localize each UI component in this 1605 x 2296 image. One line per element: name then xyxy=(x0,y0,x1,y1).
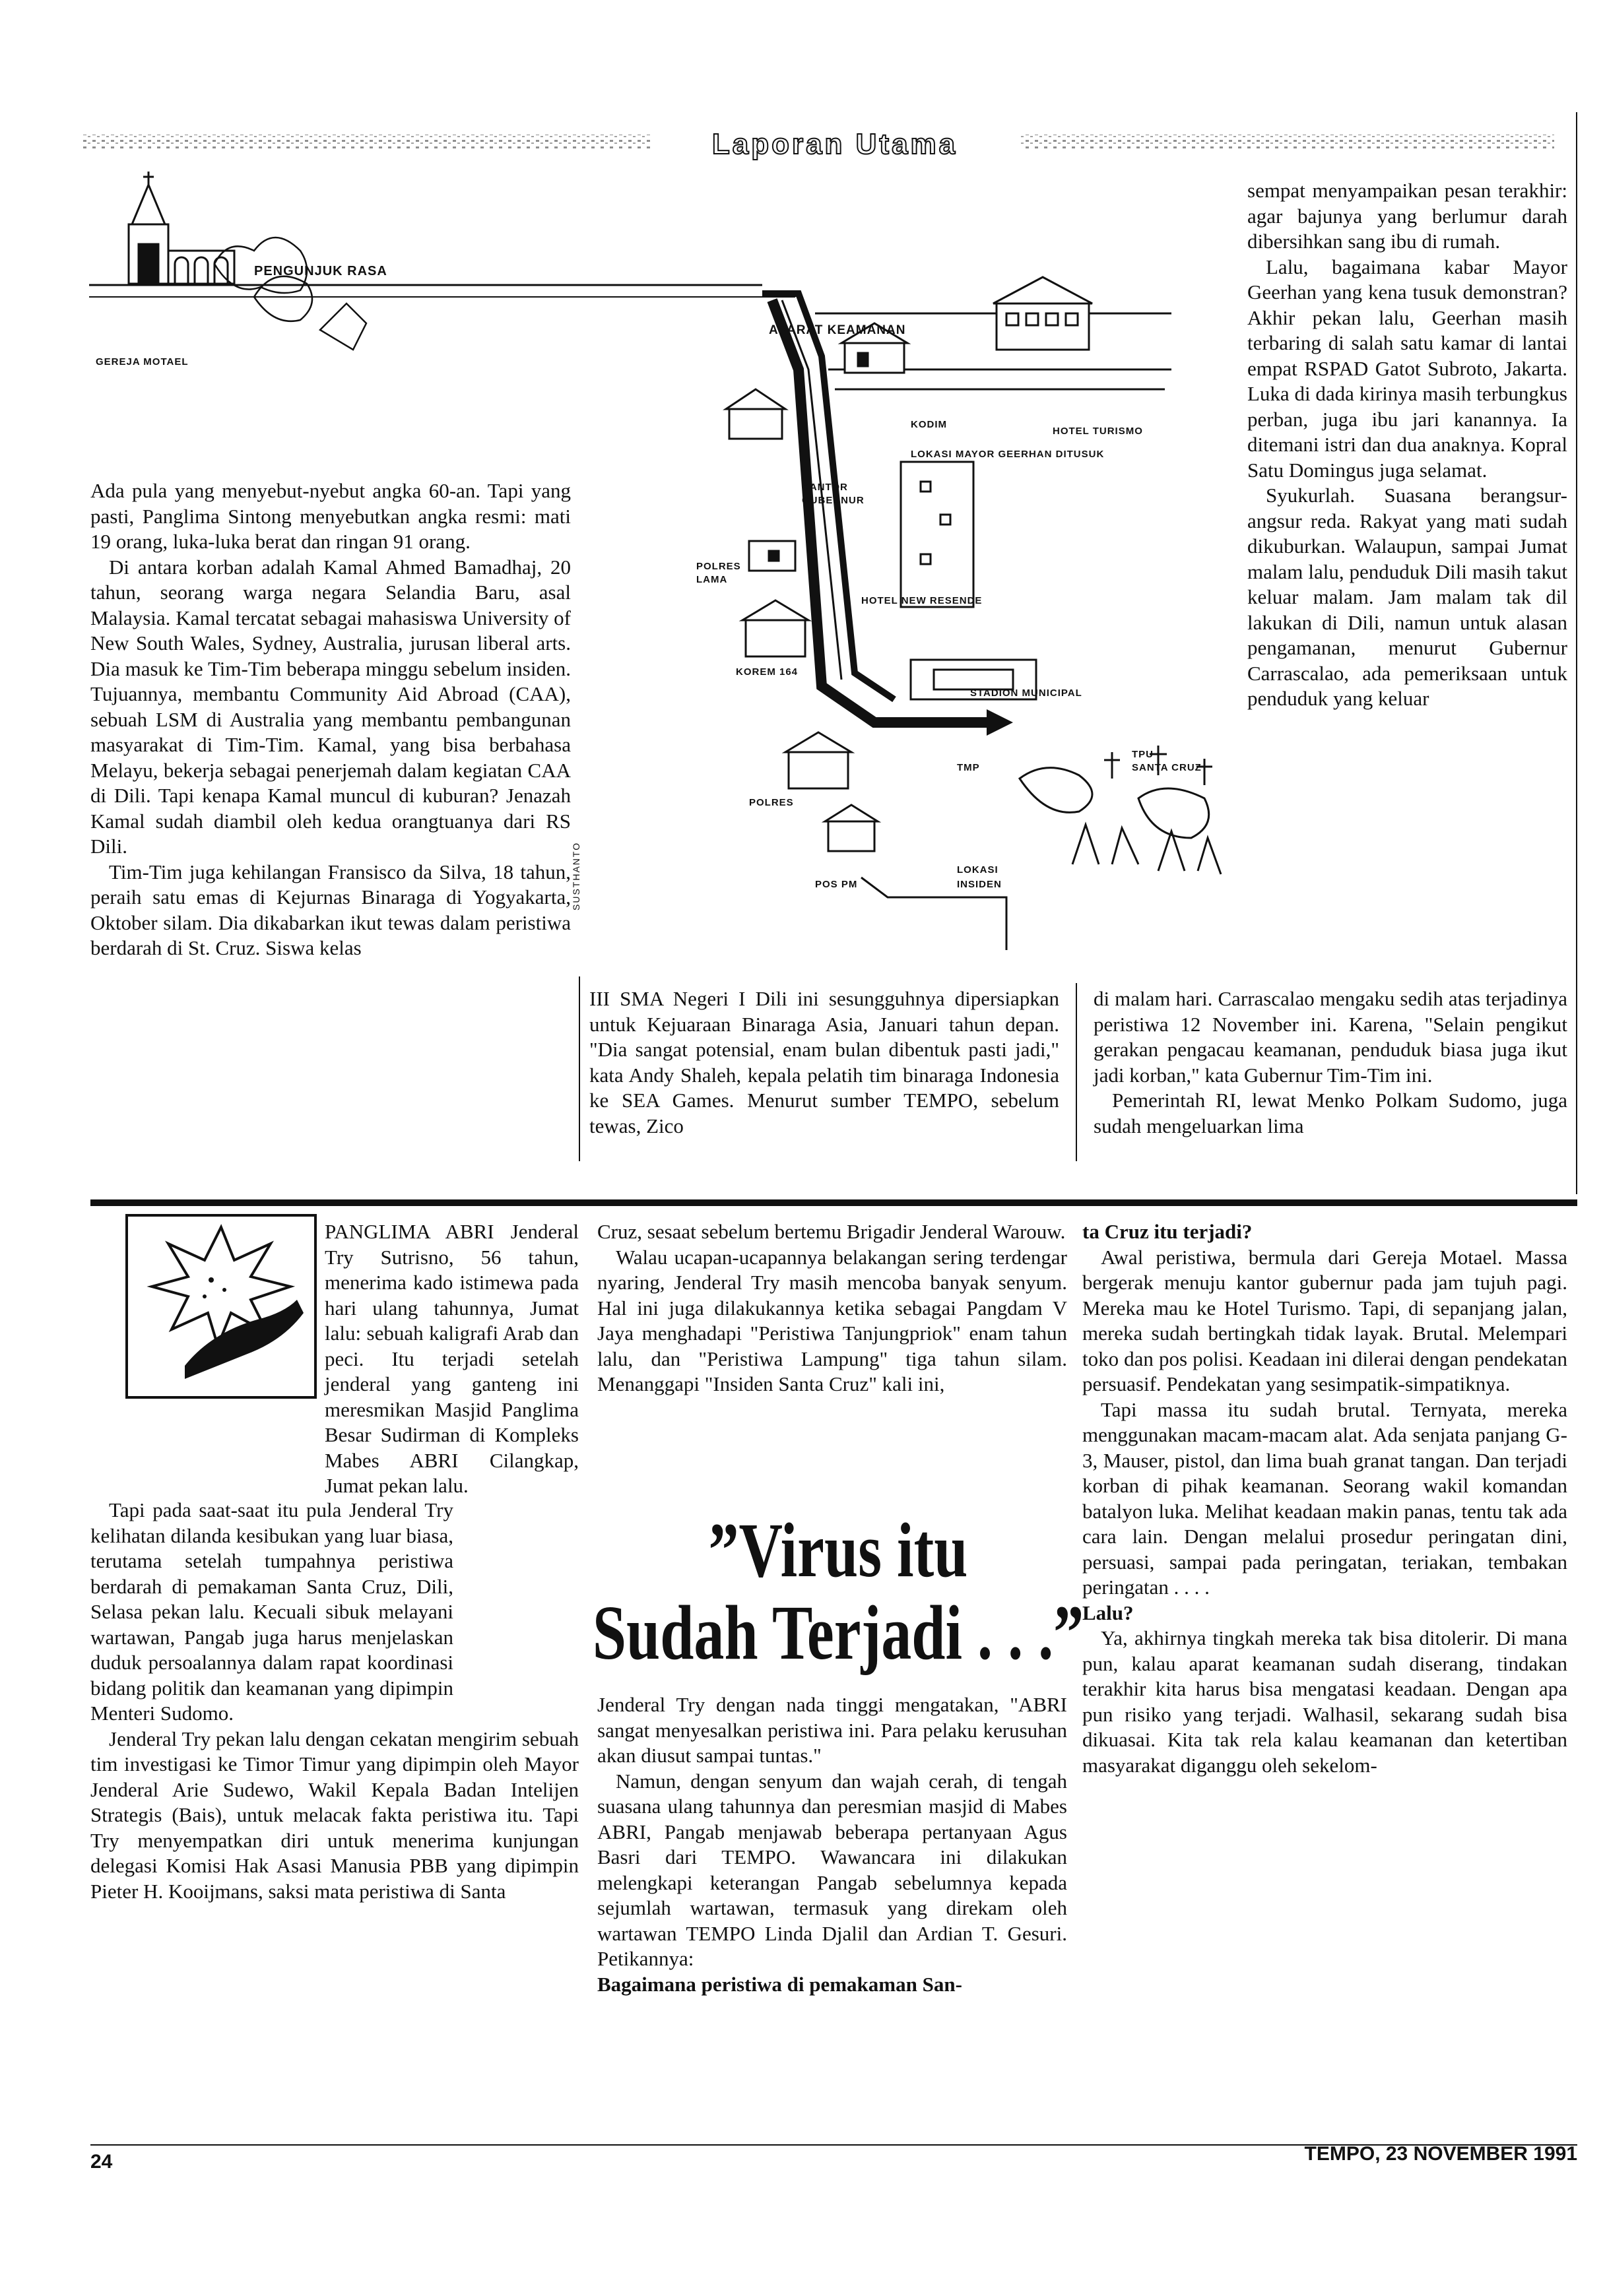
label-insiden: INSIDEN xyxy=(957,879,1002,890)
label-gubernur: GUBERNUR xyxy=(802,495,865,506)
headline-line-1: ”Virus itu xyxy=(708,1507,968,1593)
polres-lama-icon xyxy=(749,541,795,571)
label-aparat-keamanan: APARAT KEAMANAN xyxy=(769,323,906,337)
paragraph: Syukurlah. Suasana berangsur-angsur reda. Rakyat yang mati sudah dikuburkan. Walaupun, sampai Jumat malam lalu, penduduk Dili masih takut keluar malam. Jam malam tak dil lakukan di Dili, namun untuk alasan pengamanan, menurut Gubernur Carrascalao, ada pemeriksaan untuk penduduk yang keluar xyxy=(1247,484,1567,710)
polres-icon xyxy=(785,732,851,788)
headline xyxy=(515,1507,1162,1676)
korem-icon xyxy=(742,600,808,656)
kantor-gubernur-icon xyxy=(726,389,785,439)
label-pospm: POS PM xyxy=(815,879,858,890)
paragraph: Jenderal Try pekan lalu dengan cekatan mengirim sebuah tim investigasi ke Timor Timur yang dipimpin oleh Mayor Jenderal Arie Sudewo, Wakil Kepala Badan Intelijen Strategis (Bais), untuk melacak fakta peristiwa itu. Tapi Try menyempatkan diri untuk menerima kunjungan delegasi Komisi Hak Asasi Manusia PBB yang dipimpin Pieter H. Kooijmans, saksi mata peristiwa di Santa xyxy=(90,1727,579,1903)
label-santa-cruz: SANTA CRUZ xyxy=(1132,762,1202,773)
map-credit: SUSTHANTO xyxy=(571,841,581,910)
paragraph: Tapi pada saat-saat itu pula Jenderal Try kelihatan dilanda kesibukan yang luar biasa, terutama setelah tumpahnya peristiwa berdarah di pemakaman Santa Cruz, Dili, Selasa pekan lalu. Kecuali sibuk melayani wartawan, Pangab juga harus menjelaskan duduk persoalannya dalam rapat koordinasi bidang politik dan keamanan yang dipimpin Menteri Sudomo. xyxy=(90,1498,453,1725)
column-rule xyxy=(579,976,580,1161)
pospm-icon xyxy=(825,805,878,851)
section-header xyxy=(82,125,1554,160)
label-polres-lama-1: POLRES xyxy=(696,561,741,572)
paragraph: III SMA Negeri I Dili ini sesungguhnya dipersiapkan untuk Kejuaraan Binaraga Asia, Januari tahun depan. "Dia sangat potensial, enam bulan dibentuk pasti jadi," kata Andy Shaleh, kepala pelatih tim binaraga Indonesia ke SEA Games. Menurut sumber TEMPO, sebelum tewas, Zico xyxy=(589,987,1059,1137)
section-divider xyxy=(90,1199,1577,1206)
column-rule xyxy=(1076,983,1077,1161)
top-right-column-upper xyxy=(1247,178,1567,712)
hotel-turismo-icon xyxy=(993,277,1092,350)
label-korem: KOREM 164 xyxy=(736,666,799,678)
label-kodim: KODIM xyxy=(911,419,947,430)
hotel-resende-icon xyxy=(901,462,973,607)
paragraph: Ada pula yang menyebut-nyebut angka 60-an. Tapi yang pasti, Panglima Sintong menyebutkan angka resmi: mati 19 orang, luka-luka berat dan ringan 91 orang. xyxy=(90,479,571,553)
paragraph: di malam hari. Carrascalao mengaku sedih atas terjadinya peristiwa 12 November ini. Karena, "Selain pengikut gerakan pengacau keamanan, penduduk biasa juga ikut jadi korban," kata Gubernur Tim-Tim ini. xyxy=(1094,987,1567,1087)
section-title: Laporan Utama xyxy=(711,128,958,160)
question: Lalu? xyxy=(1082,1601,1134,1624)
label-pengunjuk-rasa: PENGUNJUK RASA xyxy=(254,264,387,278)
label-hotel-new-resende: HOTEL NEW RESENDE xyxy=(861,595,983,606)
label-lokasi: LOKASI xyxy=(957,864,999,876)
top-right-column-lower xyxy=(1094,986,1567,1139)
paragraph: Tapi massa itu sudah brutal. Ternyata, mereka menggunakan macam-macam alat. Ada senjata panjang G-3, Mauser, pistol, dan lima buah granat tangan. Dan terjadi korban di pihak keamanan. Seorang wakil komandan batalyon luka. Melihat keadaan makin panas, tentu tak ada cara lain. Dengan melalui prosedur peringatan dini, persuasi, sampai pada peringatan, teriakan, tembakan peringatan . . . . xyxy=(1082,1397,1567,1599)
paragraph: Pemerintah RI, lewat Menko Polkam Sudomo, juga sudah mengeluarkan lima xyxy=(1094,1089,1567,1137)
label-tpu: TPU xyxy=(1132,749,1154,760)
label-polres: POLRES xyxy=(749,797,794,808)
graveyard-icon xyxy=(1020,746,1212,838)
label-lokasi-mayor: LOKASI MAYOR GEERHAN DITUSUK xyxy=(911,449,1105,460)
page-number: 24 xyxy=(90,2151,113,2173)
top-mid-column xyxy=(589,986,1059,1139)
question: Bagaimana peristiwa di pemakaman San- xyxy=(597,1972,962,1996)
paragraph: Lalu, bagaimana kabar Mayor Geerhan yang kena tusuk demonstran? Akhir pekan lalu, Geerhan masih terbaring di salah satu kamar di lantai empat RSPAD Gatot Subroto, Jakarta. Luka di dada kirinya masih terbungkus perban, juga ibu jari kanannya. Ia ditemani istri dan dua anaknya. Kopral Satu Domingus juga selamat. xyxy=(1247,255,1567,482)
box-column-2-lower xyxy=(597,1692,1067,1997)
paragraph: Awal peristiwa, bermula dari Gereja Motael. Massa bergerak menuju kantor gubernur pada jam tujuh pagi. Mereka mau ke Hotel Turismo. Tapi, di sepanjang jalan, mereka sudah bertingkah tidak layak. Brutal. Melempari toko dan pos polisi. Keadaan ini dilerai dengan pendekatan persuasif. Pendekatan yang sesimpatik-simpatiknya. xyxy=(1082,1245,1567,1395)
paragraph: Di antara korban adalah Kamal Ahmed Bamadhaj, 20 tahun, seorang warga negara Selandia Baru, asal Malaysia. Kamal tercatat sebagai mahasiswa University of New South Wales, Sydney, Australia, jurusan liberal arts. Dia masuk ke Tim-Tim beberapa minggu sebelum insiden. Tujuannya, membantu Community Aid Abroad (CAA), sebuah LSM di Australia yang membantu pembangunan masyarakat di Tim-Tim. Kamal, yang bisa berbahasa Melayu, bekerja sebagai penerjemah dalam kegiatan CAA di Dili. Tapi kenapa Kamal muncul di kuburan? Jenazah Kamal sudah diambil oleh kedua orangtuanya dari RS Dili. xyxy=(90,555,571,858)
headline-line-2: Sudah Terjadi . . .” xyxy=(592,1589,1084,1676)
label-tmp: TMP xyxy=(957,762,980,773)
label-gereja-motael: GEREJA MOTAEL xyxy=(96,356,189,367)
column-1-top-wrap xyxy=(325,1219,579,1497)
box-column-3 xyxy=(1082,1219,1567,1778)
church-icon xyxy=(129,172,234,284)
column-rule xyxy=(1576,112,1577,1194)
top-left-column xyxy=(90,478,571,961)
label-polres-lama-2: LAMA xyxy=(696,574,728,585)
paragraph: Namun, dengan senyum dan wajah cerah, di tengah suasana ulang tahunnya dan peresmian masjid di Mabes ABRI, Pangab menjawab beberapa pertanyaan Agus Basri dari TEMPO. Wawancara ini dilakukan melengkapi keterangan Pangab sebelumnya kepada sejumlah wartawan, termasuk yang direkam oleh wartawan TEMPO Linda Djalil dan Ardian T. Gesuri. Petikannya: xyxy=(597,1769,1067,1970)
box-column-2-upper xyxy=(597,1219,1067,1397)
label-stadion: STADION MUNICIPAL xyxy=(970,687,1082,699)
paragraph: Cruz, sesaat sebelum bertemu Brigadir Jenderal Warouw. xyxy=(597,1220,1066,1243)
crowd-icon xyxy=(214,238,366,350)
box-column-1 xyxy=(90,1219,579,1497)
paragraph-lead: PANGLIMA ABRI Jenderal Try Sutrisno, 56 tahun, menerima kado istimewa pada hari ulang tahunnya, Jumat lalu: sebuah kaligrafi Arab dan peci. Itu terjadi setelah jenderal yang ganteng ini meresmikan Masjid Panglima Besar Sudirman di Kompleks Mabes ABRI Cilangkap, Jumat pekan lalu. xyxy=(325,1220,579,1497)
paragraph: Ya, akhirnya tingkah mereka tak bisa ditolerir. Di mana pun, kalau aparat keamanan sudah diserang, tindakan terakhir kita harus bisa mengatasi keadaan. Dengan apa pun risiko yang terjadi. Walhasil, sekarang sudah bisa dikuasai. Kita tak rela kalau keamanan dan ketertiban masyarakat diganggu oleh sekelom- xyxy=(1082,1626,1567,1777)
paragraph: Tim-Tim juga kehilangan Fransisco da Silva, 18 tahun, peraih satu emas di Kejurnas Binaraga di Yogyakarta, Oktober silam. Dia dikabarkan ikut tewas dalam peristiwa berdarah di St. Cruz. Siswa kelas xyxy=(90,860,571,959)
paragraph: Jenderal Try dengan nada tinggi mengatakan, "ABRI sangat menyesalkan peristiwa ini. Para pelaku kerusuhan akan diusut sampai tuntas." xyxy=(597,1693,1067,1767)
question: ta Cruz itu terjadi? xyxy=(1082,1220,1253,1243)
paragraph: Walau ucapan-ucapannya belakangan sering terdengar nyaring, Jenderal Try masih mencoba banyak senyum. Hal ini juga dilakukannya ketika sebagai Pangdam V Jaya menghadapi "Peristiwa Tanjungpriok" enam tahun lalu, dan "Peristiwa Lampung" tiga tahun silam. Menanggapi "Insiden Santa Cruz" kali ini, xyxy=(597,1245,1067,1395)
publication-line: TEMPO, 23 NOVEMBER 1991 xyxy=(1304,2143,1577,2165)
label-kantor: KANTOR xyxy=(802,482,848,493)
label-hotel-turismo: HOTEL TURISMO xyxy=(1053,426,1143,437)
paragraph: sempat menyampaikan pesan terakhir: agar bajunya yang berlumur darah dibersihkan sang ibu di rumah. xyxy=(1247,179,1567,253)
box-column-1-rest xyxy=(90,1498,579,1904)
